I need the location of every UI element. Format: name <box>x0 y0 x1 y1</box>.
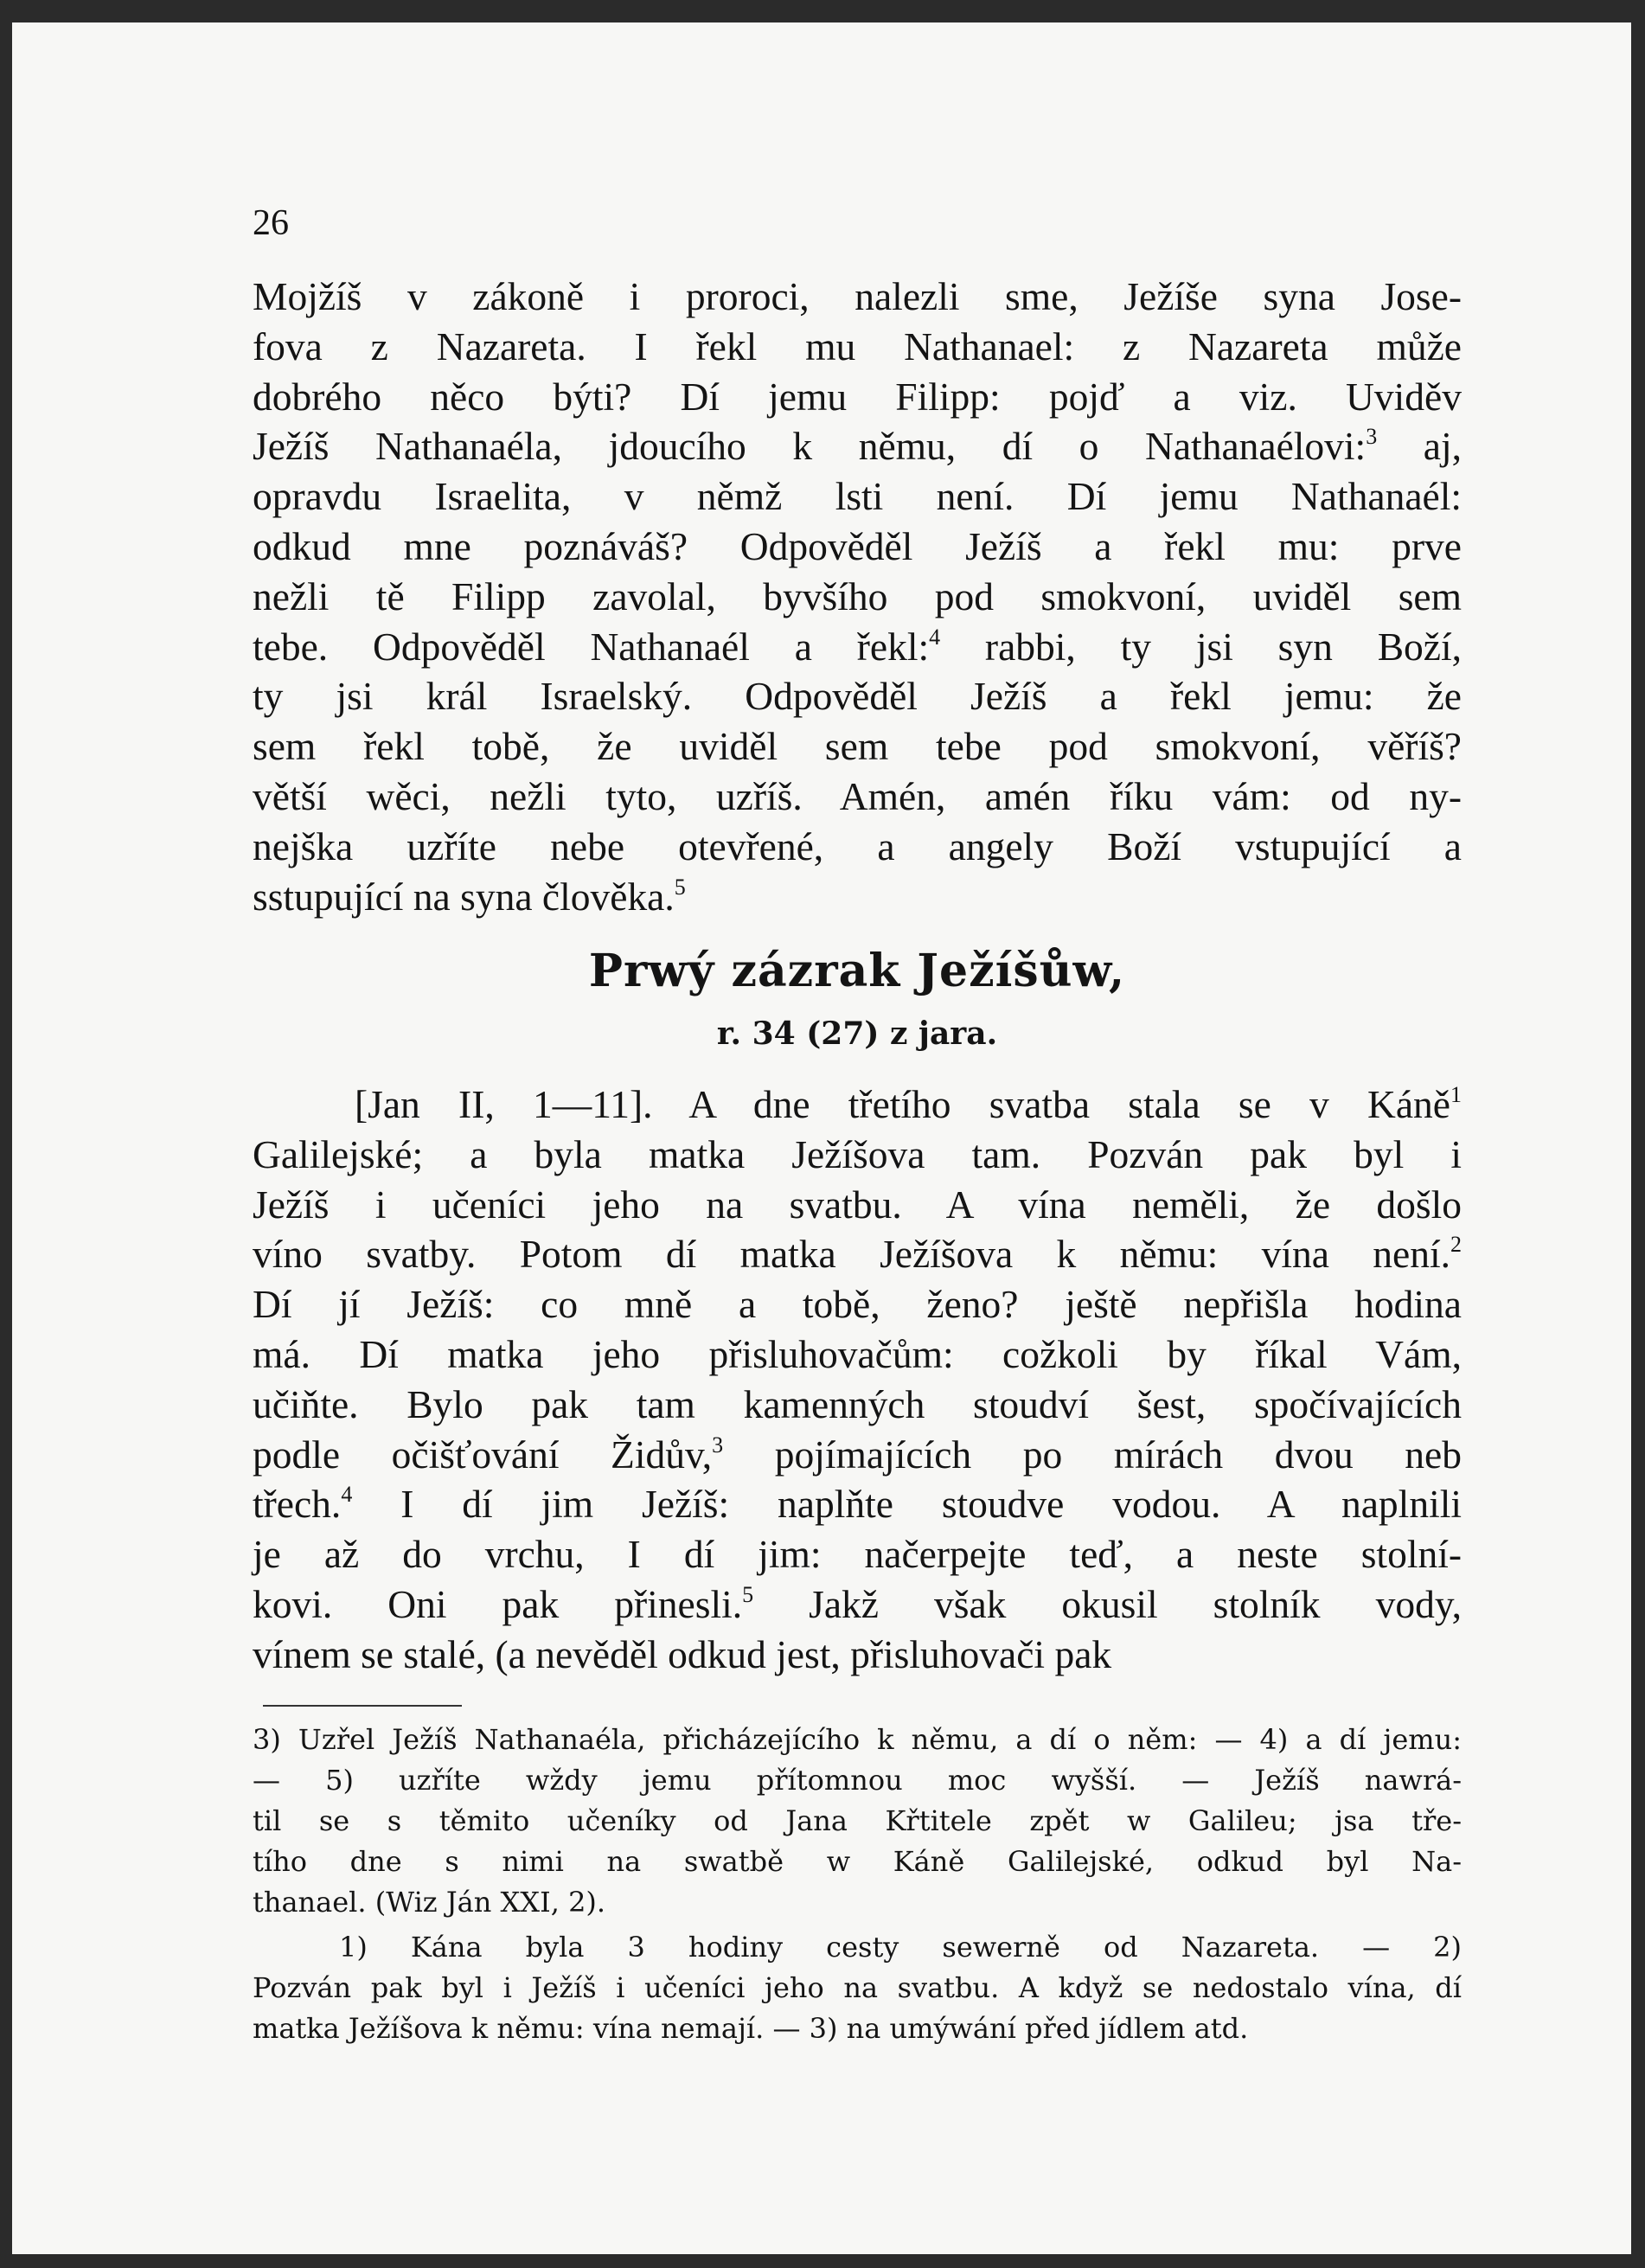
text-line <box>253 1080 1462 1130</box>
footnote-ref: 2 <box>1450 1232 1462 1258</box>
main-text-continuation <box>253 272 1462 921</box>
text-line: 3) Uzřel Ježíš Nathanaéla, přicházejícího k němu, a dí o něm: — 4) a dí jemu: <box>253 1723 1462 1756</box>
text-run: třech. <box>253 1482 342 1527</box>
text-run: I dí jim Ježíš: naplňte stoudve vodou. A naplnili <box>352 1482 1462 1527</box>
footnote-ref: 3 <box>1366 424 1378 450</box>
footnote-ref: 4 <box>341 1482 353 1508</box>
text-run: rabbi, ty jsi syn Boží, <box>940 624 1463 669</box>
text-run: kovi. Oni pak přinesli. <box>253 1581 743 1626</box>
footnote-ref: 4 <box>929 624 941 650</box>
text-line <box>253 622 1462 672</box>
text-line: má. Dí matka jeho přisluhovačům: cožkoli by říkal Vám, <box>253 1331 1462 1376</box>
text-line <box>253 872 1462 922</box>
text-line <box>253 421 1462 471</box>
text-line: sem řekl tobě, že uviděl sem tebe pod smokvoní, věříš? <box>253 724 1462 769</box>
text-line: fova z Nazareta. I řekl mu Nathanael: z Nazareta může <box>253 324 1462 368</box>
text-line: odkud mne poznáváš? Odpověděl Ježíš a řekl mu: prve <box>253 523 1462 568</box>
text-line: Galilejské; a byla matka Ježíšova tam. Pozván pak byl i <box>253 1131 1462 1176</box>
text-run: Ježíš Nathanaéla, jdoucího k němu, dí o Nathanaélovi: <box>253 424 1367 469</box>
text-line <box>253 1229 1462 1279</box>
footnote-ref: 3 <box>712 1432 724 1458</box>
text-line: — 5) uzříte wždy jemu přítomnou moc wyšší. — Ježíš nawrá- <box>253 1764 1462 1797</box>
text-line: Pozván pak byl i Ježíš i učeníci jeho na svatbu. A když se nedostalo vína, dí <box>253 1971 1462 2004</box>
text-line <box>253 1479 1462 1529</box>
text-line: Ježíš i učeníci jeho na svatbu. A vína neměli, že došlo <box>253 1182 1462 1227</box>
text-line: opravdu Israelita, v němž lsti není. Dí jemu Nathanaél: <box>253 474 1462 519</box>
section-heading: Prwý zázrak Ježíšůw, <box>588 945 1126 997</box>
text-line: nejška uzříte nebe otevřené, a angely Boží vstupující a <box>253 823 1462 868</box>
footnotes-lower <box>253 1927 1462 2049</box>
footnote-ref: 5 <box>742 1581 754 1607</box>
text-line <box>253 1430 1462 1480</box>
footnote-ref: 5 <box>674 874 686 900</box>
footnotes-upper <box>253 1720 1462 1923</box>
text-line: Dí jí Ježíš: co mně a tobě, ženo? ještě nepřišla hodina <box>253 1282 1462 1327</box>
text-line: 1) Kána byla 3 hodiny cesty sewerně od Nazareta. — 2) <box>339 1931 1462 1964</box>
text-line: matka Ježíšova k němu: vína nemají. — 3) na umýwání před jídlem atd. <box>253 2012 1249 2045</box>
text-run: tebe. Odpověděl Nathanaél a řekl: <box>253 624 930 669</box>
text-line: nežli tě Filipp zavolal, byvšího pod smokvoní, uviděl sem <box>253 573 1462 618</box>
book-page <box>12 22 1631 2254</box>
text-run: víno svatby. Potom dí matka Ježíšova k němu: vína není. <box>253 1232 1450 1277</box>
main-text-section <box>253 1080 1462 1680</box>
text-run: [Jan II, 1—11]. A dne třetího svatba stala se v Káně <box>355 1082 1450 1126</box>
text-run: pojímajících po mírách dvou neb <box>723 1432 1463 1477</box>
text-run: sstupující na syna člověka. <box>253 874 675 919</box>
text-line: dobrého něco býti? Dí jemu Filipp: pojď a viz. Uviděv <box>253 374 1462 419</box>
text-line: vínem se stalé, (a nevěděl odkud jest, přisluhovači pak <box>253 1631 1112 1676</box>
section-subheading: r. 34 (27) z jara. <box>716 1015 998 1052</box>
text-run: Jakž však okusil stolník vody, <box>753 1581 1462 1626</box>
footnote-ref: 1 <box>1450 1082 1462 1107</box>
text-line: til se s těmito učeníky od Jana Křtitele zpět w Galileu; jsa tře- <box>253 1804 1462 1837</box>
page-number: 26 <box>253 203 289 243</box>
text-line: učiňte. Bylo pak tam kamenných stoudví šest, spočívajících <box>253 1381 1462 1426</box>
text-line: thanael. (Wiz Ján XXI, 2). <box>253 1886 606 1919</box>
text-line: ty jsi král Israelský. Odpověděl Ježíš a řekl jemu: že <box>253 674 1462 719</box>
text-run: podle očišťování Židův, <box>253 1432 713 1477</box>
text-line: větší wěci, nežli tyto, uzříš. Amén, amén říku vám: od ny- <box>253 773 1462 818</box>
text-line: je až do vrchu, I dí jim: načerpejte teď, a neste stolní- <box>253 1532 1462 1577</box>
footnote-divider <box>263 1705 462 1707</box>
text-line: tího dne s nimi na swatbě w Káně Galilejské, odkud byl Na- <box>253 1845 1462 1878</box>
text-run: aj, <box>1377 424 1462 469</box>
text-line <box>253 1579 1462 1630</box>
text-line: Mojžíš v zákoně i proroci, nalezli sme, Ježíše syna Jose- <box>253 274 1462 318</box>
